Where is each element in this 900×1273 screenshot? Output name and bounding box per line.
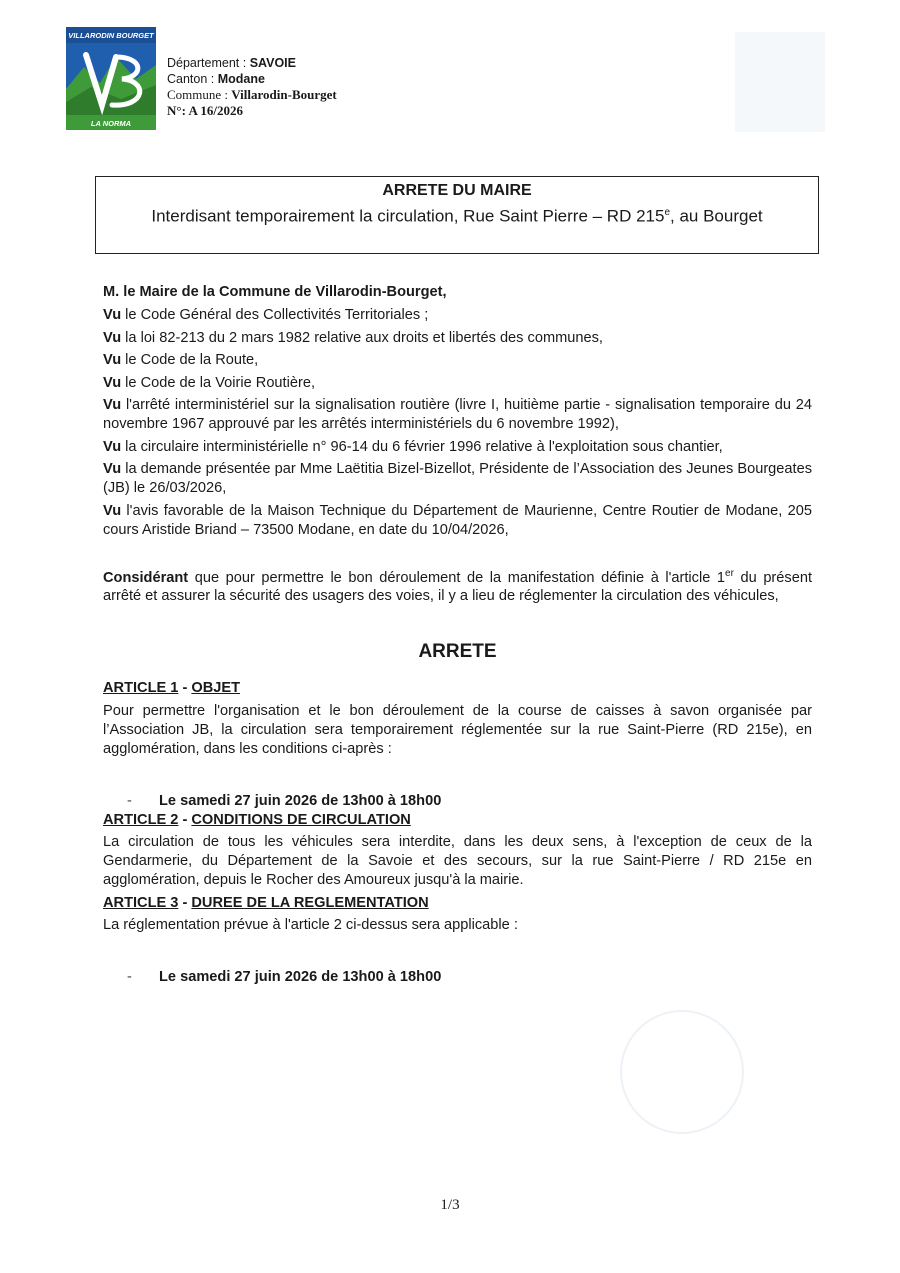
header-info	[167, 55, 337, 119]
article-2-body: La circulation de tous les véhicules sera interdite, dans les deux sens, à l'exception de ceux de la Gendarmerie, du Département de la Savoie et des secours, sur la rue Saint-Pierre / RD 215e en agglomération, depuis le Rocher des Amoureux jusqu'à la mairie.	[103, 834, 812, 889]
vu-item: Vu le Code de la Voirie Routière,	[103, 374, 315, 391]
departement-line: Département : SAVOIE	[167, 56, 296, 70]
bleed-through-seal	[620, 1010, 744, 1134]
vu-item: Vu le Code de la Route,	[103, 352, 259, 368]
page-number: 1/3	[440, 1197, 460, 1213]
mayor-line: M. le Maire de la Commune de Villarodin-Bourget,	[103, 284, 447, 300]
document-body	[103, 283, 812, 987]
article-3-bullet: - Le samedi 27 juin 2026 de 13h00 à 18h00	[127, 969, 442, 986]
arrete-heading: ARRETE	[418, 641, 497, 663]
bleed-through-mark	[735, 32, 825, 132]
considerant-paragraph: Considérant que pour permettre le bon déroulement de la manifestation définie à l'article 1er du présent arrêté et assurer la sécurité des usagers des voies, il y a lieu de réglementer la circulation des véhicules,	[103, 567, 812, 605]
vu-item: Vu l'avis favorable de la Maison Technique du Département de Maurienne, Centre Routier de Modane, 205 cours Aristide Briand – 73500 Modane, en date du 10/04/2026,	[103, 502, 812, 538]
vu-item: Vu la demande présentée par Mme Laëtitia Bizel-Bizellot, Présidente de l’Association des Jeunes Bourgeates (JB) le 26/03/2026,	[103, 461, 812, 496]
commune-line: Commune : Villarodin-Bourget	[167, 87, 337, 102]
commune-logo	[66, 27, 156, 130]
logo-bottom-text: LA NORMA	[90, 119, 132, 128]
vu-item: Vu le Code Général des Collectivités Territoriales ;	[103, 307, 429, 323]
title-subject: Interdisant temporairement la circulation, Rue Saint Pierre – RD 215e, au Bourget	[151, 206, 763, 226]
article-3-title: ARTICLE 3 - DUREE DE LA REGLEMENTATION	[103, 894, 429, 911]
title-heading: ARRETE DU MAIRE	[382, 182, 532, 199]
article-2-title: ARTICLE 2 - CONDITIONS DE CIRCULATION	[103, 811, 411, 828]
vu-item: Vu la loi 82-213 du 2 mars 1982 relative aux droits et libertés des communes,	[103, 329, 603, 346]
vu-item: Vu l'arrêté interministériel sur la signalisation routière (livre I, huitième partie - signalisation temporaire du 24 novembre 1967 approuvé par les arrêtés interministériels du 6 novembre 1992),	[103, 397, 812, 432]
logo-top-text: VILLARODIN BOURGET	[68, 31, 154, 40]
title-box	[95, 176, 819, 254]
article-1-body: Pour permettre l'organisation et le bon déroulement de la course de caisses à savon organisée par l’Association JB, la circulation sera temporairement réglementée sur la rue Saint-Pierre (RD 215e), en agglomération, dans les conditions ci-après :	[103, 702, 812, 757]
article-1-bullet: - Le samedi 27 juin 2026 de 13h00 à 18h00	[127, 792, 442, 809]
vu-item: Vu la circulaire interministérielle n° 96-14 du 6 février 1996 relative à l'exploitation sous chantier,	[103, 438, 723, 455]
canton-line: Canton : Modane	[167, 72, 265, 86]
numero-line: N°: A 16/2026	[167, 103, 243, 118]
article-3-body: La réglementation prévue à l'article 2 ci-dessus sera applicable :	[103, 917, 518, 934]
article-1-title: ARTICLE 1 - OBJET	[103, 680, 241, 697]
